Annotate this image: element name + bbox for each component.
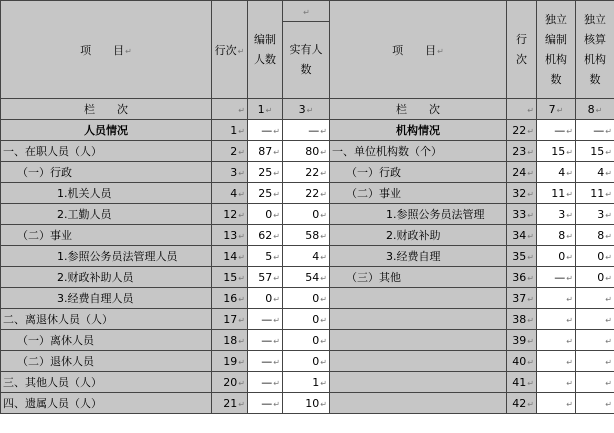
left-bianzhi-value[interactable]: —↵ [248,393,283,414]
left-row-number[interactable]: 19↵ [212,351,248,372]
right-hesuan-value[interactable]: ↵ [576,330,614,351]
column-index-1: 1↵ [248,99,283,120]
right-bianzhi-value[interactable]: ↵ [537,309,576,330]
right-bianzhi-value[interactable]: —↵ [537,267,576,288]
column-index-label-left: 栏 次 [1,99,212,120]
left-bianzhi-value[interactable]: 5↵ [248,246,283,267]
column-index-row [1,99,614,120]
right-row-number[interactable]: 32↵ [507,183,537,204]
left-item-name[interactable]: 2.财政补助人员 [1,267,212,288]
right-bianzhi-value[interactable]: 4↵ [537,162,576,183]
right-row-number[interactable]: 42↵ [507,393,537,414]
right-row-number[interactable]: 40↵ [507,351,537,372]
right-item-name[interactable] [330,330,507,351]
column-index-3: 3↵ [283,99,330,120]
right-hesuan-value[interactable]: ↵ [576,288,614,309]
left-shiyou-value[interactable]: 0↵ [283,330,330,351]
right-row-number[interactable]: 22↵ [507,120,537,141]
right-row-number[interactable]: 38↵ [507,309,537,330]
left-bianzhi-value[interactable]: —↵ [248,330,283,351]
left-bianzhi-value[interactable]: 25↵ [248,183,283,204]
right-item-name[interactable]: 机构情况 [330,120,507,141]
right-item-name[interactable] [330,393,507,414]
right-hesuan-value[interactable]: ↵ [576,372,614,393]
right-row-number[interactable]: 39↵ [507,330,537,351]
left-item-name[interactable]: 人员情况 [1,120,212,141]
left-bianzhi-value[interactable]: —↵ [248,309,283,330]
left-shiyou-value[interactable]: 22↵ [283,162,330,183]
right-bianzhi-value[interactable]: ↵ [537,372,576,393]
table-row [1,330,614,351]
left-bianzhi-value[interactable]: —↵ [248,351,283,372]
table-row [1,267,614,288]
right-bianzhi-value[interactable]: ↵ [537,330,576,351]
table-row [1,288,614,309]
left-row-number[interactable]: 12↵ [212,204,248,225]
right-item-name[interactable] [330,372,507,393]
left-row-number[interactable]: 17↵ [212,309,248,330]
table-row [1,162,614,183]
column-index-marker-right: ↵ [507,99,537,120]
header-item-right: 项 目↵ [330,1,507,99]
left-item-name[interactable]: （二）事业 [1,225,212,246]
right-row-number[interactable]: 24↵ [507,162,537,183]
right-hesuan-value[interactable]: 3↵ [576,204,614,225]
right-row-number[interactable]: 36↵ [507,267,537,288]
right-bianzhi-value[interactable]: ↵ [537,393,576,414]
table-row [1,309,614,330]
left-row-number[interactable]: 2↵ [212,141,248,162]
right-row-number[interactable]: 33↵ [507,204,537,225]
right-hesuan-value[interactable]: ↵ [576,309,614,330]
right-item-name[interactable]: （三）其他 [330,267,507,288]
right-hesuan-value[interactable]: 8↵ [576,225,614,246]
left-item-name[interactable]: （二）退休人员 [1,351,212,372]
right-row-number[interactable]: 34↵ [507,225,537,246]
right-row-number[interactable]: 35↵ [507,246,537,267]
right-item-name[interactable] [330,351,507,372]
right-bianzhi-value[interactable]: 11↵ [537,183,576,204]
right-item-name[interactable]: 2.财政补助 [330,225,507,246]
right-bianzhi-value[interactable]: 15↵ [537,141,576,162]
right-item-name[interactable]: （一）行政 [330,162,507,183]
left-item-name[interactable]: 四、遗属人员（人） [1,393,212,414]
left-row-number[interactable]: 13↵ [212,225,248,246]
table-row [1,183,614,204]
column-index-marker: ↵ [212,99,248,120]
left-shiyou-value[interactable]: 0↵ [283,204,330,225]
table-row [1,225,614,246]
right-bianzhi-value[interactable]: 3↵ [537,204,576,225]
left-row-number[interactable]: 3↵ [212,162,248,183]
left-row-number[interactable]: 16↵ [212,288,248,309]
header-shiyou: 实有人 数 [283,22,330,99]
left-bianzhi-value[interactable]: 62↵ [248,225,283,246]
left-row-number[interactable]: 18↵ [212,330,248,351]
header-duli-hesuan: 独立 核算 机构 数 [576,1,614,99]
right-item-name[interactable] [330,309,507,330]
left-shiyou-value[interactable]: 1↵ [283,372,330,393]
left-shiyou-value[interactable]: 10↵ [283,393,330,414]
left-row-number[interactable]: 1↵ [212,120,248,141]
table-row [1,120,614,141]
left-shiyou-value[interactable]: 0↵ [283,309,330,330]
left-item-name[interactable]: 2.工勤人员 [1,204,212,225]
table-row [1,246,614,267]
right-hesuan-value[interactable]: 15↵ [576,141,614,162]
left-bianzhi-value[interactable]: 25↵ [248,162,283,183]
left-row-number[interactable]: 21↵ [212,393,248,414]
left-row-number[interactable]: 20↵ [212,372,248,393]
table-row [1,141,614,162]
header-row-no: 行次↵ [212,1,248,99]
right-bianzhi-value[interactable]: 8↵ [537,225,576,246]
right-item-name[interactable]: 1.参照公务员法管理 [330,204,507,225]
left-item-name[interactable]: 1.参照公务员法管理人员 [1,246,212,267]
right-item-name[interactable]: 一、单位机构数（个） [330,141,507,162]
right-bianzhi-value[interactable]: 0↵ [537,246,576,267]
left-bianzhi-value[interactable]: 87↵ [248,141,283,162]
column-index-7: 7↵ [537,99,576,120]
left-shiyou-value[interactable]: 54↵ [283,267,330,288]
table-row [1,393,614,414]
header-row [1,1,614,22]
right-row-number[interactable]: 37↵ [507,288,537,309]
right-item-name[interactable] [330,288,507,309]
header-item-left: 项 目↵ [1,1,212,99]
left-item-name[interactable]: （一）行政 [1,162,212,183]
table-row [1,204,614,225]
right-hesuan-value[interactable]: ↵ [576,351,614,372]
left-item-name[interactable]: 一、在职人员（人） [1,141,212,162]
header-row-no-right: 行 次 [507,1,537,99]
right-hesuan-value[interactable]: ↵ [576,393,614,414]
column-index-label-right: 栏 次 [330,99,507,120]
left-row-number[interactable]: 4↵ [212,183,248,204]
header-bianzhi: 编制 人数 [248,1,283,99]
right-item-name[interactable]: （二）事业 [330,183,507,204]
left-item-name[interactable]: 3.经费自理人员 [1,288,212,309]
right-hesuan-value[interactable]: —↵ [576,120,614,141]
right-row-number[interactable]: 23↵ [507,141,537,162]
left-shiyou-value[interactable]: 0↵ [283,351,330,372]
right-row-number[interactable]: 41↵ [507,372,537,393]
header-shiyou-top: ↵ [283,1,330,22]
right-hesuan-value[interactable]: 0↵ [576,267,614,288]
left-shiyou-value[interactable]: 58↵ [283,225,330,246]
right-hesuan-value[interactable]: 0↵ [576,246,614,267]
left-bianzhi-value[interactable]: 0↵ [248,288,283,309]
left-bianzhi-value[interactable]: 0↵ [248,204,283,225]
left-shiyou-value[interactable]: —↵ [283,120,330,141]
left-shiyou-value[interactable]: 22↵ [283,183,330,204]
right-bianzhi-value[interactable]: ↵ [537,351,576,372]
right-bianzhi-value[interactable]: ↵ [537,288,576,309]
right-hesuan-value[interactable]: 11↵ [576,183,614,204]
column-index-8: 8↵ [576,99,614,120]
header-duli-bianzhi: 独立 编制 机构 数 [537,1,576,99]
left-row-number[interactable]: 15↵ [212,267,248,288]
left-row-number[interactable]: 14↵ [212,246,248,267]
left-bianzhi-value[interactable]: 57↵ [248,267,283,288]
left-bianzhi-value[interactable]: —↵ [248,372,283,393]
left-item-name[interactable]: 二、离退休人员（人） [1,309,212,330]
right-item-name[interactable]: 3.经费自理 [330,246,507,267]
right-hesuan-value[interactable]: 4↵ [576,162,614,183]
table-row [1,372,614,393]
left-shiyou-value[interactable]: 4↵ [283,246,330,267]
left-item-name[interactable]: 三、其他人员（人） [1,372,212,393]
left-item-name[interactable]: （一）离休人员 [1,330,212,351]
right-bianzhi-value[interactable]: —↵ [537,120,576,141]
left-bianzhi-value[interactable]: —↵ [248,120,283,141]
table-row [1,351,614,372]
left-shiyou-value[interactable]: 80↵ [283,141,330,162]
left-item-name[interactable]: 1.机关人员 [1,183,212,204]
left-shiyou-value[interactable]: 0↵ [283,288,330,309]
